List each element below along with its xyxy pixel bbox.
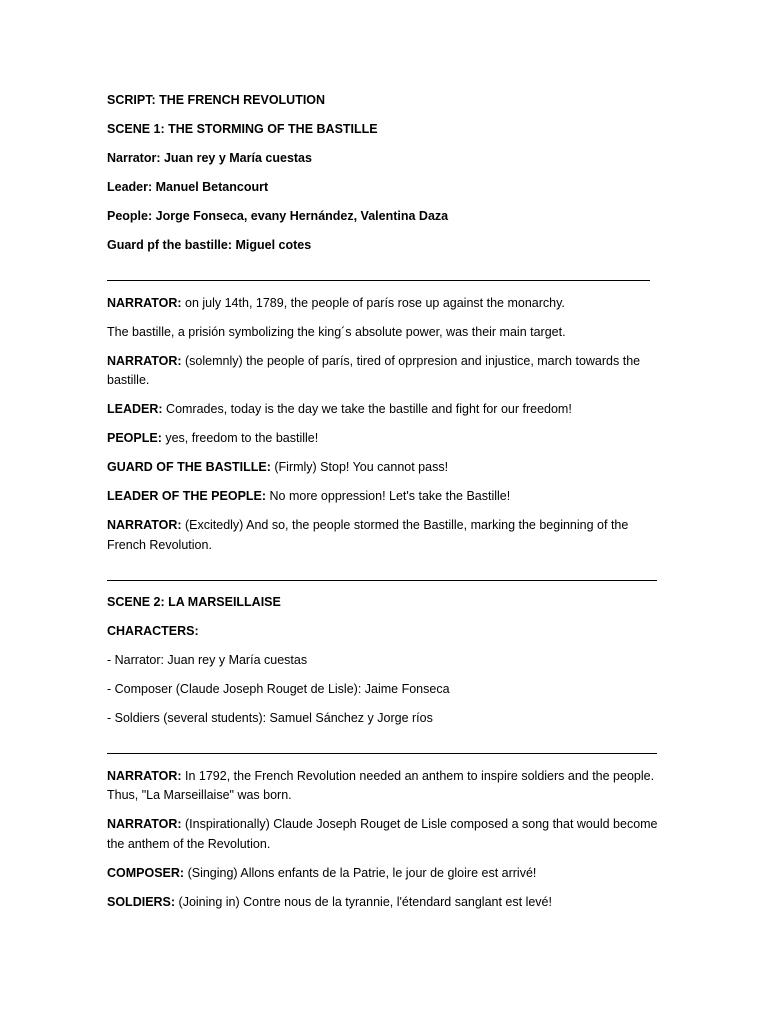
line-text: (Firmly) Stop! You cannot pass! <box>270 460 449 474</box>
line-text: (Joining in) Contre nous de la tyrannie, l'étendard sanglant est levé! <box>175 894 552 909</box>
cast-narrator: Narrator: Juan rey y María cuestas <box>107 151 312 165</box>
line-text: The bastille, a prisión symbolizing the king´s absolute power, was their main target. <box>107 324 566 339</box>
characters-label: CHARACTERS: <box>107 624 199 638</box>
script-line <box>107 815 659 854</box>
document-page <box>107 91 659 922</box>
script-line <box>107 400 659 420</box>
script-line <box>107 352 659 391</box>
script-title: SCRIPT: THE FRENCH REVOLUTION <box>107 93 326 107</box>
script-line <box>107 767 659 806</box>
character-item: - Narrator: Juan rey y María cuestas <box>107 653 308 667</box>
line-text: (Excitedly) And so, the people stormed the Bastille, marking the beginning of the French Revolution. <box>107 518 629 552</box>
section-divider <box>107 265 659 284</box>
line-text: No more oppression! Let's take the Bastille! <box>266 489 511 503</box>
speaker-name: COMPOSER: <box>107 865 185 880</box>
line-text: (solemnly) the people of parís, tired of oprpresion and injustice, march towards the bastille. <box>107 353 641 387</box>
speaker-name: SOLDIERS: <box>107 894 176 909</box>
speaker-name: NARRATOR: <box>107 817 182 831</box>
speaker-name: NARRATOR: <box>107 353 182 368</box>
speaker-name: NARRATOR: <box>107 295 182 310</box>
line-text: yes, freedom to the bastille! <box>161 431 319 445</box>
scene2-title: SCENE 2: LA MARSEILLAISE <box>107 595 281 609</box>
speaker-name: GUARD OF THE BASTILLE: <box>107 460 271 474</box>
script-line <box>107 487 659 507</box>
script-line <box>107 323 659 343</box>
section-divider <box>107 565 659 584</box>
character-item: - Composer (Claude Joseph Rouget de Lisle): Jaime Fonseca <box>107 682 450 696</box>
script-line <box>107 429 659 449</box>
script-line <box>107 893 659 913</box>
section-divider <box>107 738 659 757</box>
cast-guard: Guard pf the bastille: Miguel cotes <box>107 238 312 252</box>
speaker-name: LEADER OF THE PEOPLE: <box>107 489 267 503</box>
line-text: Comrades, today is the day we take the bastille and fight for our freedom! <box>162 402 572 416</box>
speaker-name: NARRATOR: <box>107 768 182 783</box>
script-line <box>107 516 659 555</box>
script-line <box>107 294 659 314</box>
cast-leader: Leader: Manuel Betancourt <box>107 180 269 194</box>
speaker-name: LEADER: <box>107 402 163 416</box>
speaker-name: NARRATOR: <box>107 518 182 532</box>
character-item: - Soldiers (several students): Samuel Sánchez y Jorge ríos <box>107 711 433 725</box>
speaker-name: PEOPLE: <box>107 431 162 445</box>
cast-people: People: Jorge Fonseca, evany Hernández, Valentina Daza <box>107 209 449 223</box>
script-line <box>107 864 659 884</box>
scene1-title: SCENE 1: THE STORMING OF THE BASTILLE <box>107 122 378 136</box>
line-text: (Inspirationally) Claude Joseph Rouget de Lisle composed a song that would become the anthem of the Revolution. <box>107 817 658 851</box>
script-line <box>107 458 659 478</box>
line-text: on july 14th, 1789, the people of parís rose up against the monarchy. <box>181 295 565 310</box>
line-text: (Singing) Allons enfants de la Patrie, le jour de gloire est arrivé! <box>184 865 537 880</box>
line-text: In 1792, the French Revolution needed an anthem to inspire soldiers and the people. Thus, "La Marseillaise" was born. <box>107 768 655 802</box>
